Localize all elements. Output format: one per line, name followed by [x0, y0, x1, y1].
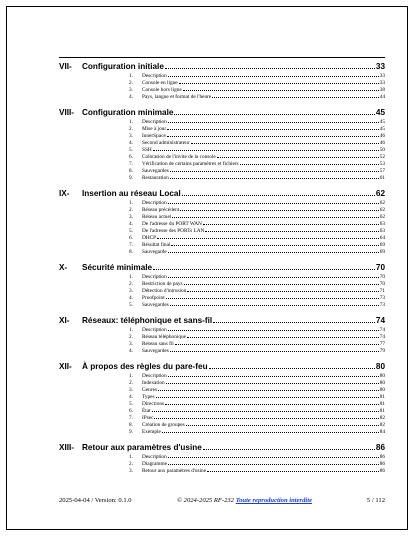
entry-title: Détection d'intrusion: [142, 288, 187, 294]
entry-page-number: 81: [379, 401, 385, 407]
entry-title: Directions: [142, 401, 165, 407]
footer-page-number: 5 / 112: [366, 497, 385, 504]
entry-title: Création de groupes: [142, 422, 185, 428]
dot-leader: [182, 195, 375, 196]
toc-entry[interactable]: [59, 94, 385, 101]
entry-page-number: 73: [379, 302, 385, 308]
entry-number: 6.: [129, 235, 133, 241]
entry-number: 2.: [129, 207, 133, 213]
page-footer: [59, 496, 385, 506]
entry-title: InnerSpace: [142, 133, 166, 139]
dot-leader: [191, 143, 379, 144]
entry-page-number: 81: [379, 408, 385, 414]
entry-title: Description: [142, 373, 167, 379]
entry-number: 3.: [129, 133, 133, 139]
section-number: X-: [59, 263, 68, 272]
entry-title: De l'adresse des PORTs LAN: [142, 228, 205, 234]
entry-title: Sauvegardes: [142, 302, 169, 308]
entry-title: Retour aux paramètres d'usine: [142, 468, 207, 474]
dot-leader: [158, 390, 379, 391]
entry-number: 5.: [129, 401, 133, 407]
dot-leader: [174, 114, 374, 115]
entry-number: 4.: [129, 94, 133, 100]
section-title: Retour aux paramètres d'usine: [82, 443, 202, 452]
entry-number: 4.: [129, 295, 133, 301]
dot-leader: [203, 449, 375, 450]
section-page-number: 80: [375, 362, 385, 371]
toc-entry[interactable]: [59, 341, 385, 348]
toc-entry[interactable]: [59, 274, 385, 281]
dot-leader: [217, 157, 379, 158]
entry-title: Genres: [142, 387, 158, 393]
dot-leader: [240, 164, 379, 165]
entry-page-number: 82: [379, 422, 385, 428]
entry-title: Sauvegardes: [142, 348, 169, 354]
entry-number: 6.: [129, 408, 133, 414]
entry-page-number: 63: [379, 221, 385, 227]
entry-page-number: 69: [379, 242, 385, 248]
entry-title: Description: [142, 454, 167, 460]
dot-leader: [168, 252, 379, 253]
entry-page-number: 62: [379, 207, 385, 213]
entry-title: Console hors ligne: [142, 87, 182, 93]
section-number: XI-: [59, 316, 70, 325]
entry-title: Réseau actuel: [142, 214, 172, 220]
toc-section: [59, 442, 385, 475]
entry-number: 2.: [129, 80, 133, 86]
dot-leader: [168, 122, 379, 123]
entry-number: 5.: [129, 228, 133, 234]
dot-leader: [165, 404, 379, 405]
entry-page-number: 53: [379, 161, 385, 167]
entry-page-number: 44: [379, 94, 385, 100]
toc-entry[interactable]: [59, 200, 385, 207]
section-number: VIII-: [59, 108, 75, 117]
entry-page-number: 73: [379, 295, 385, 301]
toc-entry[interactable]: [59, 468, 385, 475]
toc-entry[interactable]: [59, 387, 385, 394]
entry-number: 2.: [129, 461, 133, 467]
entry-page-number: 63: [379, 228, 385, 234]
dot-leader: [166, 298, 379, 299]
toc-section: [59, 361, 385, 436]
entry-title: Réseau téléphonique: [142, 334, 186, 340]
entry-page-number: 80: [379, 373, 385, 379]
footer-copyright-block: [177, 496, 312, 506]
entry-title: Types: [142, 394, 155, 400]
entry-title: SSH: [142, 147, 152, 153]
toc-entry[interactable]: [59, 87, 385, 94]
entry-number: 1.: [129, 200, 133, 206]
toc-entry[interactable]: [59, 281, 385, 288]
entry-title: Résultat final: [142, 242, 171, 248]
entry-number: 8.: [129, 168, 133, 174]
dot-leader: [171, 245, 378, 246]
dot-leader: [168, 203, 379, 204]
toc-entry[interactable]: [59, 161, 385, 168]
toc-entry[interactable]: [59, 302, 385, 309]
toc-entry[interactable]: [59, 228, 385, 235]
entry-title: DHCP: [142, 235, 157, 241]
toc-entry[interactable]: [59, 126, 385, 133]
entry-page-number: 74: [379, 334, 385, 340]
entry-number: 2.: [129, 334, 133, 340]
entry-page-number: 82: [379, 415, 385, 421]
toc-section: [59, 262, 385, 309]
entry-number: 9.: [129, 175, 133, 181]
section-number: XIII-: [59, 443, 75, 452]
toc-section-heading[interactable]: [59, 361, 385, 372]
entry-page-number: 70: [379, 274, 385, 280]
entry-number: 1.: [129, 73, 133, 79]
entry-title: Restriction de pays: [142, 281, 183, 287]
toc-entry[interactable]: [59, 221, 385, 228]
toc-entry[interactable]: [59, 394, 385, 401]
section-title: Configuration minimale: [82, 108, 174, 117]
toc-entry[interactable]: [59, 295, 385, 302]
entry-page-number: 74: [379, 327, 385, 333]
toc-entry[interactable]: [59, 461, 385, 468]
entry-page-number: 57: [379, 168, 385, 174]
entry-page-number: 80: [379, 387, 385, 393]
toc-entry[interactable]: [59, 80, 385, 87]
dot-leader: [203, 224, 379, 225]
entry-title: Description: [142, 73, 167, 79]
entry-number: 1.: [129, 119, 133, 125]
toc-entry[interactable]: [59, 235, 385, 242]
entry-title: Description: [142, 327, 167, 333]
dot-leader: [168, 330, 379, 331]
section-title: Sécurité minimale: [82, 263, 153, 272]
dot-leader: [183, 90, 379, 91]
entry-page-number: 45: [379, 126, 385, 132]
toc-entry[interactable]: [59, 327, 385, 334]
toc-entry[interactable]: [59, 429, 385, 436]
entry-number: 3.: [129, 387, 133, 393]
entry-number: 5.: [129, 147, 133, 153]
entry-number: 1.: [129, 373, 133, 379]
dot-leader: [175, 344, 379, 345]
toc-entry[interactable]: [59, 408, 385, 415]
entry-title: IPsec: [142, 415, 154, 421]
entry-title: Proofpoint: [142, 295, 165, 301]
entry-number: 2.: [129, 126, 133, 132]
entry-page-number: 81: [379, 394, 385, 400]
entry-number: 3.: [129, 341, 133, 347]
toc-section: [59, 61, 385, 101]
entry-title: De l'adresse du PORT WAN: [142, 221, 202, 227]
entry-title: Sauvegarde: [142, 249, 167, 255]
dot-leader: [209, 368, 375, 369]
dot-leader: [168, 457, 379, 458]
entry-number: 1.: [129, 274, 133, 280]
toc-entry[interactable]: [59, 249, 385, 256]
entry-page-number: 52: [379, 154, 385, 160]
toc-section-heading[interactable]: [59, 188, 385, 199]
entry-page-number: 69: [379, 249, 385, 255]
dot-leader: [170, 305, 379, 306]
entry-number: 2.: [129, 281, 133, 287]
entry-page-number: 79: [379, 348, 385, 354]
section-page-number: 86: [375, 443, 385, 452]
toc-entry[interactable]: [59, 288, 385, 295]
toc-section-heading[interactable]: [59, 262, 385, 273]
entry-number: 3.: [129, 87, 133, 93]
dot-leader: [154, 418, 378, 419]
entry-title: Indexation: [142, 380, 165, 386]
entry-page-number: 38: [379, 87, 385, 93]
entry-page-number: 86: [379, 461, 385, 467]
toc-entry[interactable]: [59, 140, 385, 147]
entry-number: 7.: [129, 242, 133, 248]
entry-number: 8.: [129, 422, 133, 428]
dot-leader: [172, 217, 378, 218]
entry-title: Coloration de l'invite de la console: [142, 154, 216, 160]
toc-entry[interactable]: [59, 415, 385, 422]
dot-leader: [186, 425, 379, 426]
section-page-number: 70: [375, 263, 385, 272]
dot-leader: [166, 383, 379, 384]
toc-section-heading[interactable]: [59, 107, 385, 118]
toc-entry[interactable]: [59, 401, 385, 408]
entry-number: 9.: [129, 429, 133, 435]
toc-entry[interactable]: [59, 422, 385, 429]
dot-leader: [165, 68, 375, 69]
entry-title: Exemple: [142, 429, 161, 435]
entry-page-number: 50: [379, 147, 385, 153]
entry-title: Restauration: [142, 175, 169, 181]
entry-number: 3.: [129, 214, 133, 220]
section-title: Réseaux: téléphonique et sans-fil: [82, 316, 213, 325]
entry-number: 3.: [129, 468, 133, 474]
dot-leader: [157, 238, 379, 239]
entry-page-number: 61: [379, 175, 385, 181]
entry-page-number: 77: [379, 341, 385, 347]
dot-leader: [153, 269, 375, 270]
section-page-number: 62: [375, 189, 385, 198]
entry-number: 4.: [129, 394, 133, 400]
entry-page-number: 46: [379, 133, 385, 139]
entry-page-number: 64: [379, 235, 385, 241]
dot-leader: [205, 231, 378, 232]
entry-number: 4.: [129, 140, 133, 146]
dot-leader: [184, 284, 379, 285]
entry-title: Pays, langue et format de l'heure: [142, 94, 212, 100]
section-page-number: 33: [375, 62, 385, 71]
toc-section: [59, 315, 385, 355]
entry-page-number: 62: [379, 214, 385, 220]
toc-entry[interactable]: [59, 168, 385, 175]
entry-number: 7.: [129, 161, 133, 167]
dot-leader: [170, 351, 379, 352]
dot-leader: [168, 376, 379, 377]
entry-title: Réseau sans fil: [142, 341, 174, 347]
entry-title: Description: [142, 274, 167, 280]
toc-entry[interactable]: [59, 207, 385, 214]
entry-title: Second administrateur: [142, 140, 190, 146]
footer-date-version: 2025-04-04 / Version: 0.1.0: [59, 497, 132, 504]
dot-leader: [168, 464, 379, 465]
entry-page-number: 46: [379, 140, 385, 146]
dot-leader: [153, 150, 379, 151]
toc-section-heading[interactable]: [59, 61, 385, 72]
toc-section: [59, 107, 385, 182]
section-title: Configuration initiale: [82, 62, 164, 71]
section-title: À propos des règles du pare-feu: [82, 362, 208, 371]
section-number: XII-: [59, 362, 72, 371]
entry-number: 8.: [129, 249, 133, 255]
toc-entry[interactable]: [59, 334, 385, 341]
dot-leader: [180, 210, 378, 211]
section-page-number: 45: [375, 108, 385, 117]
entry-number: 4.: [129, 221, 133, 227]
entry-number: 4.: [129, 348, 133, 354]
toc-entry[interactable]: [59, 380, 385, 387]
toc-entry[interactable]: [59, 242, 385, 249]
entry-number: 1.: [129, 327, 133, 333]
toc-entry[interactable]: [59, 214, 385, 221]
entry-title: Vérification de certains paramètres et fichiers: [142, 161, 239, 167]
entry-title: Console en ligne: [142, 80, 178, 86]
entry-title: Sauvegardes: [142, 168, 169, 174]
dot-leader: [152, 411, 379, 412]
document-page: [6, 6, 408, 530]
entry-title: Description: [142, 119, 167, 125]
dot-leader: [187, 291, 378, 292]
section-number: IX-: [59, 189, 70, 198]
section-page-number: 74: [375, 316, 385, 325]
entry-page-number: 84: [379, 429, 385, 435]
section-title: Insertion au réseau Local: [82, 189, 181, 198]
entry-title: Mise à jour: [142, 126, 167, 132]
dot-leader: [170, 171, 379, 172]
toc-entry[interactable]: [59, 73, 385, 80]
toc-section-heading[interactable]: [59, 315, 385, 326]
entry-title: Réseau précédent: [142, 207, 180, 213]
entry-page-number: 33: [379, 73, 385, 79]
footer-copyright: © 2024-2025 RF-232: [177, 497, 235, 504]
dot-leader: [207, 471, 379, 472]
entry-number: 2.: [129, 380, 133, 386]
entry-page-number: 70: [379, 281, 385, 287]
footer-rights-link[interactable]: Toute reproduction interdite: [235, 497, 313, 504]
table-of-contents: [59, 61, 385, 481]
entry-title: Description: [142, 200, 167, 206]
entry-page-number: 86: [379, 454, 385, 460]
entry-page-number: 86: [379, 468, 385, 474]
dot-leader: [187, 337, 379, 338]
entry-page-number: 71: [379, 288, 385, 294]
dot-leader: [179, 83, 379, 84]
dot-leader: [168, 277, 379, 278]
dot-leader: [156, 397, 379, 398]
toc-entry[interactable]: [59, 147, 385, 154]
toc-entry[interactable]: [59, 175, 385, 182]
dot-leader: [168, 76, 379, 77]
dot-leader: [162, 432, 379, 433]
toc-section-heading[interactable]: [59, 442, 385, 453]
entry-page-number: 45: [379, 119, 385, 125]
entry-number: 5.: [129, 302, 133, 308]
dot-leader: [167, 129, 379, 130]
entry-page-number: 62: [379, 200, 385, 206]
dot-leader: [170, 178, 379, 179]
toc-entry[interactable]: [59, 154, 385, 161]
entry-number: 6.: [129, 154, 133, 160]
entry-number: 3.: [129, 288, 133, 294]
entry-title: Diagramme: [142, 461, 168, 467]
toc-entry[interactable]: [59, 454, 385, 461]
entry-number: 7.: [129, 415, 133, 421]
toc-entry[interactable]: [59, 119, 385, 126]
toc-entry[interactable]: [59, 348, 385, 355]
entry-number: 1.: [129, 454, 133, 460]
entry-page-number: 33: [379, 80, 385, 86]
dot-leader: [212, 97, 379, 98]
entry-page-number: 80: [379, 380, 385, 386]
toc-section: [59, 188, 385, 256]
section-number: VII-: [59, 62, 72, 71]
header-rule: [59, 57, 385, 58]
dot-leader: [213, 322, 375, 323]
entry-title: État: [142, 408, 151, 414]
dot-leader: [167, 136, 379, 137]
toc-entry[interactable]: [59, 133, 385, 140]
toc-entry[interactable]: [59, 373, 385, 380]
